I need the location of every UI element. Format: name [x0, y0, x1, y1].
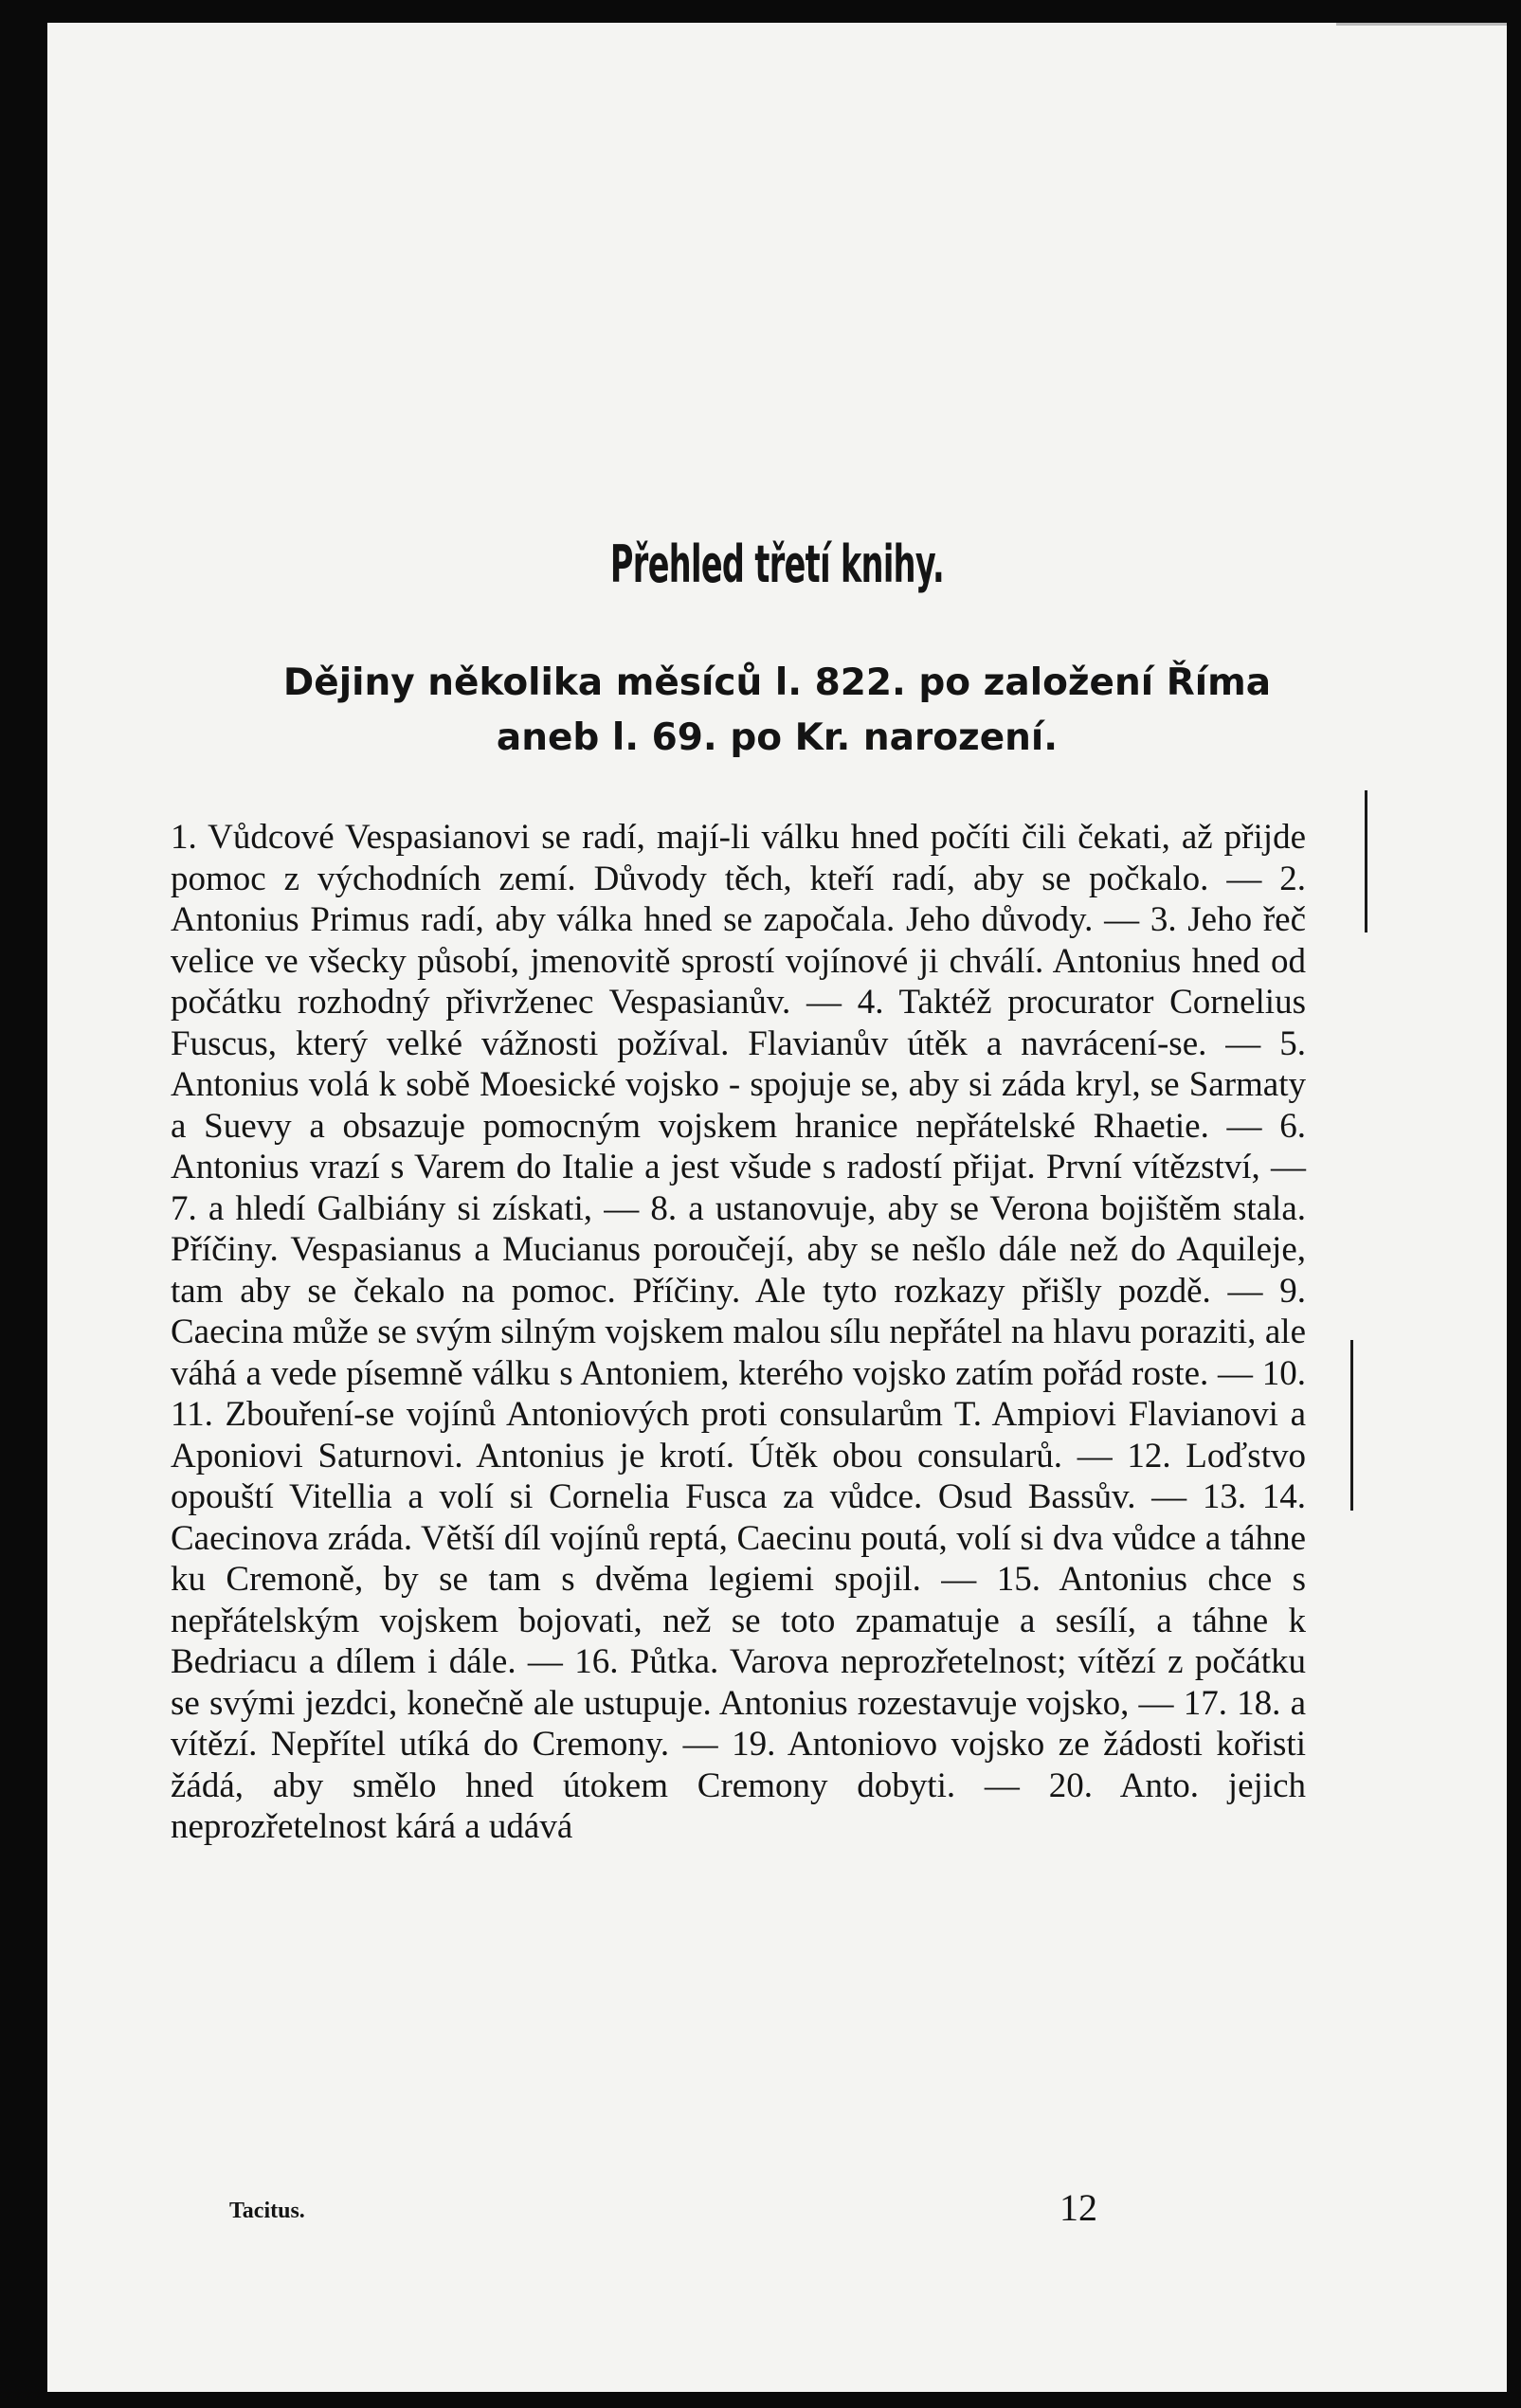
- subtitle-line-1: Dějiny několika měsíců l. 822. po založení Říma: [282, 661, 1272, 704]
- page-number: 12: [1059, 2186, 1097, 2229]
- margin-mark: [1350, 1340, 1353, 1511]
- margin-mark: [1365, 790, 1367, 932]
- footer-signature: Tacitus.: [229, 2199, 305, 2223]
- page-edge-line: [1336, 23, 1507, 26]
- book-page: [47, 23, 1507, 2392]
- subtitle-line-2: aneb l. 69. po Kr. narození.: [496, 716, 1059, 759]
- summary-paragraph: 1. Vůdcové Vespasianovi se radí, mají-li válku hned počíti čili čekati, až přijde pomoc z východních zemí. Důvody těch, kteří radí, aby se počkalo. — 2. Antonius Primus radí, aby válka hned se započala. Jeho důvody. — 3. Jeho řeč velice ve všecky působí, jmenovitě sprostí vojínové ji chválí. Antonius hned od počátku rozhodný přivrženec Vespasianův. — 4. Taktéž procurator Cornelius Fuscus, který velké vážnosti požíval. Flavianův útěk a navrácení-se. — 5. Antonius volá k sobě Moesické vojsko - spojuje se, aby si záda kryl, se Sarmaty a Suevy a obsazuje pomocným vojskem hranice nepřátelské Rhaetie. — 6. Antonius vrazí s Varem do Italie a jest všude s radostí přijat. První vítězství, — 7. a hledí Galbiány si získati, — 8. a ustanovuje, aby se Verona bojištěm stala. Příčiny. Vespasianus a Mucianus poroučejí, aby se nešlo dále než do Aquileje, tam aby se čekalo na pomoc. Příčiny. Ale tyto rozkazy přišly pozdě. — 9. Caecina může se svým silným vojskem malou sílu nepřátel na hlavu poraziti, ale váhá a vede písemně válku s Antoniem, kterého vojsko zatím pořád roste. — 10. 11. Zbouření-se vojínů Antoniových proti consularům T. Ampiovi Flavianovi a Aponiovi Saturnovi. Antonius je krotí. Útěk obou consularů. — 12. Loďstvo opouští Vitellia a volí si Cornelia Fusca za vůdce. Osud Bassův. — 13. 14. Caecinova zráda. Větší díl vojínů reptá, Caecinu poutá, volí si dva vůdce a táhne ku Cremoně, by se tam s dvěma legiemi spojil. — 15. Antonius chce s nepřátelským vojskem bojovati, než se toto zpamatuje a sesílí, a táhne k Bedriacu a dílem i dále. — 16. Půtka. Varova neprozřetelnost; vítězí z počátku se svými jezdci, konečně ale ustupuje. Antonius rozestavuje vojsko, — 17. 18. a vítězí. Nepřítel utíká do Cremony. — 19. Antoniovo vojsko ze žádosti kořisti žádá, aby smělo hned útokem Cremony dobyti. — 20. Anto. jejich neprozřetelnost kárá a udává: [171, 818, 1306, 1846]
- page-subtitle: [47, 656, 1507, 766]
- page-heading: Přehled třetí knihy.: [609, 534, 945, 594]
